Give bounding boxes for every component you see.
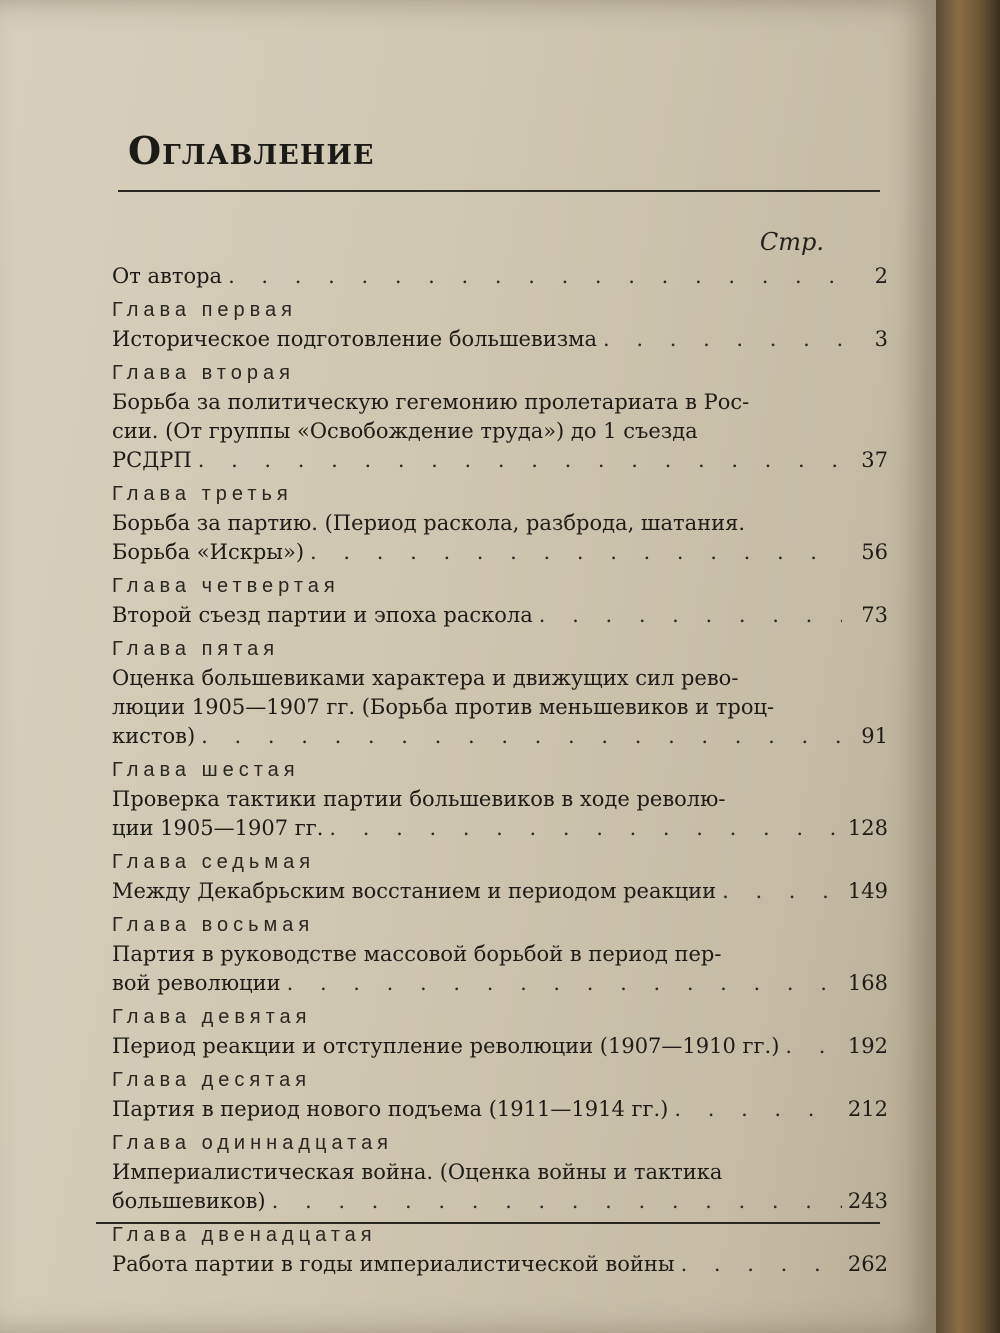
entry-leader-row	[112, 601, 888, 630]
chapter-heading: Глава одиннадцатая	[112, 1132, 394, 1154]
entry-leader-row	[112, 722, 888, 751]
chapter-heading: Глава двенадцатая	[112, 1224, 377, 1246]
page-number: 192	[847, 1034, 888, 1058]
entry-title-line: ции 1905—1907 гг.	[112, 816, 324, 840]
chapter-heading: Глава шестая	[112, 759, 300, 781]
entry-title-line: Историческое подготовление большевизма	[112, 327, 598, 351]
toc-entry	[112, 1002, 888, 1061]
entry-title-line: сии. (От группы «Освобождение труда») до 1 съезда	[112, 419, 698, 443]
entry-title-line: Борьба за партию. (Период раскола, разброда, шатания.	[112, 511, 746, 535]
dot-leader	[287, 969, 842, 998]
entry-title-line: Борьба «Искры»)	[112, 540, 305, 564]
entry-leader-row	[112, 877, 888, 906]
entry-title-line: вой революции	[112, 971, 281, 995]
toc-entry	[112, 358, 888, 475]
chapter-heading: Глава седьмая	[112, 851, 316, 873]
dot-leader	[785, 1032, 842, 1061]
page-number: 168	[847, 971, 888, 995]
entry-title-line: От автора	[112, 264, 223, 288]
dot-leader	[674, 1095, 842, 1124]
page-number: 149	[847, 879, 888, 903]
page-number: 37	[861, 448, 888, 472]
toc-entry	[112, 847, 888, 906]
page-number: 91	[861, 724, 888, 748]
dot-leader	[201, 722, 842, 751]
dot-leader	[228, 262, 842, 291]
book-edge	[936, 0, 1000, 1333]
entry-title-line: Империалистическая война. (Оценка войны и тактика	[112, 1160, 723, 1184]
toc-entry	[112, 634, 888, 751]
dot-leader	[722, 877, 842, 906]
dot-leader	[272, 1187, 842, 1216]
entry-title-line: Партия в период нового подъема (1911—1914 гг.)	[112, 1097, 669, 1121]
entry-leader-row	[112, 969, 888, 998]
toc-entry	[112, 1220, 888, 1279]
toc-entry	[112, 755, 888, 843]
toc-entry	[112, 1065, 888, 1124]
entry-title-line: Работа партии в годы империалистической войны	[112, 1252, 675, 1276]
dot-leader	[603, 325, 842, 354]
entry-title-line: Борьба за политическую гегемонию пролетариата в Рос-	[112, 390, 750, 414]
entry-leader-row	[112, 1032, 888, 1061]
page-number: 243	[847, 1189, 888, 1213]
entry-title-line: Проверка тактики партии большевиков в ходе револю-	[112, 787, 726, 811]
chapter-heading: Глава десятая	[112, 1069, 312, 1091]
chapter-heading: Глава вторая	[112, 362, 295, 384]
chapter-heading: Глава пятая	[112, 638, 280, 660]
page-number: 212	[847, 1097, 888, 1121]
entry-leader-row	[112, 1250, 888, 1279]
toc-entry	[112, 479, 888, 567]
dot-leader	[329, 814, 841, 843]
entry-leader-row	[112, 262, 888, 291]
toc-entry	[112, 571, 888, 630]
toc-entry	[112, 1128, 888, 1216]
table-of-contents	[112, 262, 888, 1283]
toc-entry	[112, 262, 888, 291]
page-title: Оглавление	[128, 128, 375, 173]
toc-entry	[112, 910, 888, 998]
entry-leader-row	[112, 538, 888, 567]
entry-title-line: Период реакции и отступление революции (1907—1910 гг.)	[112, 1034, 780, 1058]
toc-entry	[112, 295, 888, 354]
chapter-heading: Глава первая	[112, 299, 298, 321]
entry-title-line: кистов)	[112, 724, 196, 748]
entry-leader-row	[112, 1095, 888, 1124]
entry-title-line: Партия в руководстве массовой борьбой в период пер-	[112, 942, 722, 966]
chapter-heading: Глава восьмая	[112, 914, 315, 936]
entry-title-line: Оценка большевиками характера и движущих сил рево-	[112, 666, 739, 690]
page-column-label: Стр.	[759, 228, 824, 256]
top-rule	[118, 190, 880, 192]
entry-title-line: Второй съезд партии и эпоха раскола	[112, 603, 533, 627]
entry-leader-row	[112, 446, 888, 475]
page-number: 3	[874, 327, 888, 351]
chapter-heading: Глава девятая	[112, 1006, 312, 1028]
page-number: 128	[847, 816, 888, 840]
page-number: 2	[874, 264, 888, 288]
entry-leader-row	[112, 814, 888, 843]
entry-leader-row	[112, 1187, 888, 1216]
dot-leader	[681, 1250, 842, 1279]
bottom-rule	[96, 1222, 880, 1224]
chapter-heading: Глава четвертая	[112, 575, 340, 597]
entry-leader-row	[112, 325, 888, 354]
dot-leader	[539, 601, 842, 630]
page-number: 73	[861, 603, 888, 627]
entry-title-line: люции 1905—1907 гг. (Борьба против меньшевиков и троц-	[112, 695, 775, 719]
entry-title-line: Между Декабрьским восстанием и периодом реакции	[112, 879, 717, 903]
chapter-heading: Глава третья	[112, 483, 293, 505]
dot-leader	[310, 538, 842, 567]
entry-title-line: РСДРП	[112, 448, 192, 472]
page-number: 56	[861, 540, 888, 564]
entry-title-line: большевиков)	[112, 1189, 266, 1213]
page-number: 262	[847, 1252, 888, 1276]
dot-leader	[198, 446, 842, 475]
